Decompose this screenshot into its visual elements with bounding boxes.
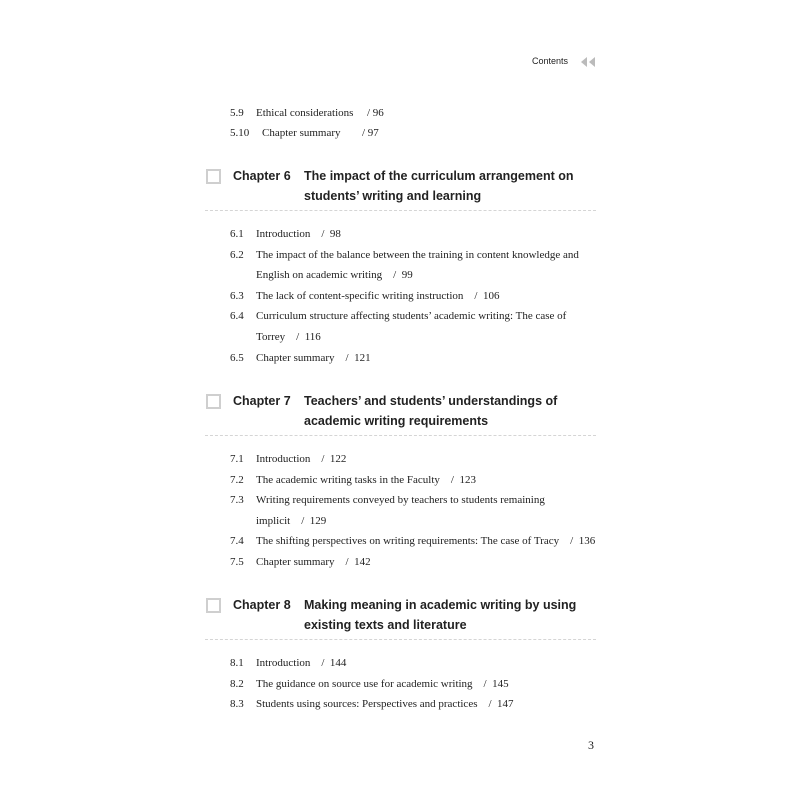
running-header: Contents: [532, 56, 569, 66]
entry-title: Chapter summary / 142: [256, 556, 371, 568]
entry-title: The impact of the balance between the training in content knowledge and: [256, 248, 579, 261]
entry-title: The guidance on source use for academic writing / 145: [256, 677, 509, 690]
entry-number: 6.4: [230, 310, 244, 323]
chapter-label: Chapter 8: [233, 598, 291, 612]
page-number: 3: [588, 738, 594, 752]
back-arrow-icon: [581, 57, 587, 67]
entry-number: 7.1: [230, 453, 244, 465]
entry-number: 7.4: [230, 535, 244, 548]
entry-number: 6.5: [230, 351, 244, 364]
entry-title: Chapter summary: [262, 127, 341, 139]
entry-title: Writing requirements conveyed by teachers to students remaining: [256, 494, 545, 507]
chapter-label: Chapter 7: [233, 394, 291, 408]
entry-number: 7.5: [230, 556, 244, 568]
entry-number: 6.3: [230, 289, 244, 302]
entry-number: 7.3: [230, 494, 244, 507]
entry-title: Curriculum structure affecting students’ academic writing: The case of: [256, 310, 567, 323]
entry-page: / 96: [367, 107, 384, 119]
chapter-label: Chapter 6: [233, 169, 291, 183]
entry-title: English on academic writing / 99: [256, 269, 413, 282]
entry-title: Introduction / 122: [256, 453, 347, 465]
chapter-divider: [205, 639, 596, 640]
entry-title: Introduction / 144: [256, 657, 347, 669]
chapter-checkbox-icon: [206, 394, 221, 409]
chapter-checkbox-icon: [206, 169, 221, 184]
entry-number: 8.2: [230, 677, 244, 690]
entry-title: implicit / 129: [256, 514, 327, 527]
entry-title: Ethical considerations: [256, 107, 354, 119]
entry-number: 5.10: [230, 127, 250, 139]
entry-title: Students using sources: Perspectives and practices / 147: [256, 698, 514, 711]
entry-title: The shifting perspectives on writing requirements: The case of Tracy / 136: [256, 535, 596, 548]
entry-number: 6.2: [230, 248, 244, 261]
entry-title: Torrey / 116: [256, 331, 321, 343]
entry-page: / 97: [362, 127, 379, 139]
entry-title: Introduction / 98: [256, 228, 341, 240]
entry-number: 5.9: [230, 107, 244, 119]
chapter-title: students’ writing and learning: [304, 188, 482, 203]
entry-number: 6.1: [230, 228, 244, 240]
chapter-divider: [205, 210, 596, 211]
entry-title: The academic writing tasks in the Faculty / 123: [256, 473, 476, 486]
chapter-title: Teachers’ and students’ understandings of: [304, 394, 558, 408]
entry-title: The lack of content-specific writing instruction / 106: [256, 289, 500, 302]
chapter-title: Making meaning in academic writing by using: [304, 598, 577, 612]
entry-number: 8.1: [230, 657, 244, 669]
entry-title: Chapter summary / 121: [256, 351, 371, 364]
entry-number: 8.3: [230, 698, 244, 711]
entry-number: 7.2: [230, 473, 244, 486]
chapter-checkbox-icon: [206, 598, 221, 613]
back-arrow-icon: [589, 57, 595, 67]
chapter-title: existing texts and literature: [304, 617, 467, 632]
chapter-divider: [205, 435, 596, 436]
chapter-title: The impact of the curriculum arrangement on: [304, 169, 574, 183]
chapter-title: academic writing requirements: [304, 413, 489, 428]
